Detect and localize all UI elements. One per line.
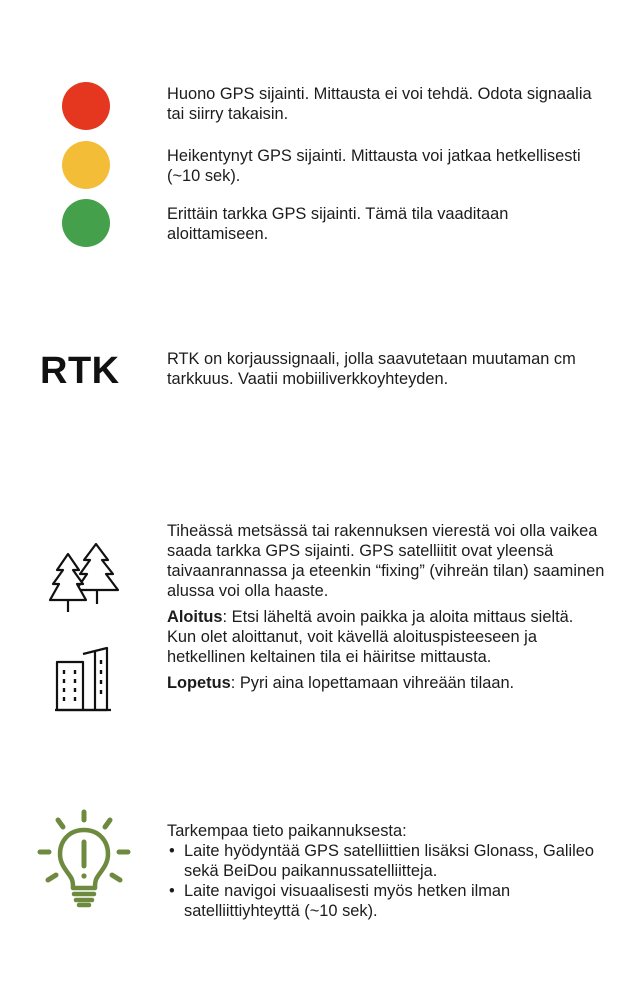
lightbulb-icon (36, 808, 132, 912)
red-status-description: Huono GPS sijainti. Mittausta ei voi tehdä. Odota signaalia tai siirry takaisin. (167, 85, 592, 123)
list-item: • Laite hyödyntää GPS satelliittien lisäksi Glonass, Galileo sekä BeiDou paikannussatelliitteja. (167, 841, 607, 881)
end-text: : Pyri aina lopettamaan vihreään tilaan. (230, 674, 515, 692)
yellow-status-icon (62, 141, 110, 189)
list-item: • Laite navigoi visuaalisesti myös hetken ilman satelliittiyhteyttä (~10 sek). (167, 881, 607, 921)
start-paragraph (167, 607, 607, 667)
environment-text (167, 521, 607, 693)
environment-intro: Tiheässä metsässä tai rakennuksen vierestä voi olla vaikea saada tarkka GPS sijainti. GPS satelliitit ovat yleensä taivaanrannassa ja eteenkin “fixing” (vihreän tilan) saaminen alussa voi olla haaste. (167, 522, 605, 600)
rtk-text (167, 349, 607, 389)
red-status-text (167, 84, 607, 124)
start-text: : Etsi läheltä avoin paikka ja aloita mittaus sieltä. Kun olet aloittanut, voit kävellä aloituspisteeseen ja hetkellinen keltainen tila ei häiritse mittausta. (167, 608, 574, 666)
info-text (167, 821, 607, 921)
yellow-status-text (167, 146, 607, 186)
buildings-icon (53, 646, 113, 712)
green-status-icon (62, 199, 110, 247)
green-status-description: Erittäin tarkka GPS sijainti. Tämä tila vaaditaan aloittamiseen. (167, 205, 509, 243)
rtk-description: RTK on korjaussignaali, jolla saavutetaan muutaman cm tarkkuus. Vaatii mobiiliverkkoyhteyden. (167, 350, 576, 388)
yellow-status-description: Heikentynyt GPS sijainti. Mittausta voi jatkaa hetkellisesti (~10 sek). (167, 147, 581, 185)
end-label: Lopetus (167, 674, 231, 692)
green-status-text (167, 204, 607, 244)
end-paragraph (167, 673, 607, 693)
info-list (167, 841, 607, 921)
trees-icon (48, 542, 124, 614)
rtk-label: RTK (40, 350, 120, 392)
start-label: Aloitus (167, 608, 223, 626)
info-title: Tarkempaa tieto paikannuksesta: (167, 822, 407, 840)
red-status-icon (62, 82, 110, 130)
